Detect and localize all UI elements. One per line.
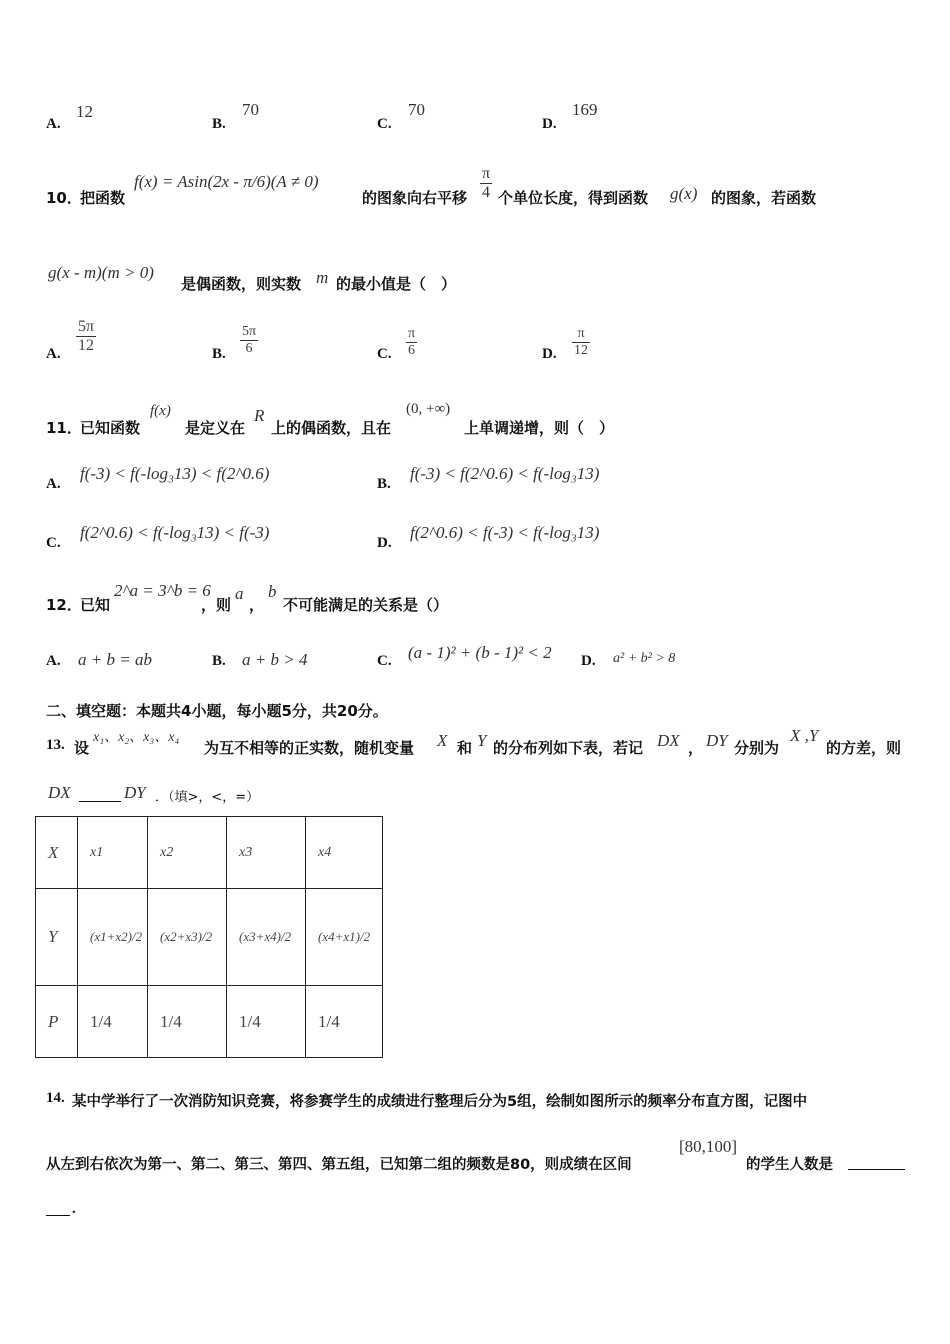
table-cell: (x1+x2)/2 [78, 889, 148, 986]
table-row-x [36, 817, 383, 889]
table-header-p: P [36, 986, 78, 1058]
q12-condition: 2^a = 3^b = 6 [114, 581, 211, 600]
table-cell: (x2+x3)/2 [148, 889, 227, 986]
q9-option-c-label: C. [377, 116, 392, 132]
q10-number: 10． [46, 189, 82, 207]
table-cell: x4 [306, 817, 383, 889]
q10-text-1: 把函数 [80, 189, 126, 207]
table-cell: (x3+x4)/2 [227, 889, 306, 986]
q10-option-c-den: 6 [408, 343, 416, 359]
q14-line-1: 某中学举行了一次消防知识竞赛，将参赛学生的成绩进行整理后分为5组，绘制如图所示的频率分布直方图，记图中 [72, 1094, 808, 1110]
q12-option-d-expr: a² + b² > 8 [613, 651, 676, 666]
q9-option-a-label: A. [46, 116, 61, 132]
q11-option-d-expr: f(2^0.6) < f(-3) < f(-log₃13) [410, 523, 600, 542]
table-cell: 1/4 [306, 986, 383, 1058]
q10-option-a-num: 5π [76, 318, 96, 337]
q12-option-d-label: D. [581, 653, 596, 669]
q12-a: a [235, 584, 244, 603]
q13-vars: x₁、x₂、x₃、x₄ [93, 730, 180, 745]
q10-shift-den: 4 [482, 184, 491, 202]
q13-comma: ， [688, 739, 704, 757]
q10-shift-num: π [480, 165, 492, 184]
q9-option-b-value: 70 [242, 100, 259, 119]
q12-option-c-label: C. [377, 653, 392, 669]
q10-g-shifted: g(x - m)(m > 0) [48, 263, 154, 282]
q11-option-d-label: D. [377, 535, 392, 551]
q10-text-2: 的图象向右平移 [362, 189, 468, 207]
q12-option-b-label: B. [212, 653, 226, 669]
q10-function-formula: f(x) = Asin(2x - π/6)(A ≠ 0) [134, 172, 319, 191]
q10-option-b-fraction [240, 324, 258, 357]
q10-option-a-den: 12 [78, 337, 95, 355]
q10-option-b-den: 6 [245, 341, 253, 357]
q11-interval: (0, +∞) [406, 401, 451, 417]
q11-number: 11． [46, 419, 82, 437]
table-header-y: Y [36, 889, 78, 986]
q9-option-d-label: D. [542, 116, 557, 132]
q13-answer-blank[interactable] [79, 786, 121, 802]
q14-text-end: 的学生人数是 [746, 1157, 833, 1173]
q10-option-b-num: 5π [240, 324, 258, 341]
q13-number: 13. [46, 737, 65, 753]
table-cell: (x4+x1)/2 [306, 889, 383, 986]
q13-DX: DX [657, 731, 680, 750]
q13-Y: Y [477, 731, 487, 750]
q11-option-c-expr: f(2^0.6) < f(-log₃13) < f(-3) [80, 523, 270, 542]
q12-option-a-label: A. [46, 653, 61, 669]
q13-text-2: 为互不相等的正实数，随机变量 [204, 739, 415, 757]
q11-option-b-label: B. [377, 476, 391, 492]
q11-option-a-expr: f(-3) < f(-log₃13) < f(2^0.6) [80, 464, 270, 483]
q14-interval: [80,100] [679, 1137, 738, 1156]
q12-option-c-expr: (a - 1)² + (b - 1)² < 2 [408, 643, 552, 662]
distribution-table [35, 816, 383, 1058]
q9-option-a-value: 12 [76, 102, 93, 121]
q11-f: f(x) [150, 403, 171, 419]
q10-option-d-den: 12 [574, 343, 588, 359]
q10-option-d-fraction [572, 326, 590, 359]
q14-answer-blank-1[interactable] [848, 1152, 905, 1170]
q11-text-2: 是定义在 [185, 419, 246, 437]
q10-text-6: 的最小值是（ ） [336, 275, 457, 293]
q12-b: b [268, 582, 277, 601]
table-cell: 1/4 [78, 986, 148, 1058]
q14-answer-blank-2[interactable] [46, 1198, 70, 1216]
q10-text-3: 个单位长度，得到函数 [498, 189, 649, 207]
q9-option-d-value: 169 [572, 100, 598, 119]
q13-text-4: 的分布列如下表，若记 [493, 739, 644, 757]
q13-text-5: 分别为 [734, 739, 780, 757]
table-cell: x3 [227, 817, 306, 889]
q10-text-4: 的图象，若函数 [711, 189, 817, 207]
q12-option-b-expr: a + b > 4 [242, 650, 308, 669]
q14-end: . [72, 1201, 76, 1217]
q10-option-c-fraction [406, 326, 417, 359]
q10-option-a-fraction [76, 318, 96, 356]
q13-X: X [437, 731, 448, 750]
q10-option-c-num: π [406, 326, 417, 343]
q10-option-d-label: D. [542, 346, 557, 362]
q11-text-3: 上的偶函数，且在 [271, 419, 392, 437]
q13-DY-blank-right: DY [124, 783, 146, 802]
q13-text-3: 和 [457, 739, 473, 757]
q11-option-a-label: A. [46, 476, 61, 492]
q12-text-1: 已知 [80, 596, 111, 614]
q10-m: m [316, 268, 329, 287]
q10-option-d-num: π [572, 326, 590, 343]
section-2-title: 二、填空题：本题共4小题，每小题5分，共20分。 [46, 702, 388, 720]
q13-text-6: 的方差，则 [826, 739, 902, 757]
table-cell: 1/4 [148, 986, 227, 1058]
table-row-p [36, 986, 383, 1058]
q10-shift-fraction [480, 165, 492, 203]
table-header-x: X [36, 817, 78, 889]
table-cell: x2 [148, 817, 227, 889]
table-cell: x1 [78, 817, 148, 889]
q12-text-2: ，则 [201, 596, 232, 614]
q11-R: R [254, 406, 265, 425]
q12-text-3: 不可能满足的关系是（） [283, 596, 449, 614]
q11-option-b-expr: f(-3) < f(2^0.6) < f(-log₃13) [410, 464, 600, 483]
q11-option-c-label: C. [46, 535, 61, 551]
table-cell: 1/4 [227, 986, 306, 1058]
q12-sep: ， [249, 596, 265, 614]
q10-option-a-label: A. [46, 346, 61, 362]
q9-option-b-label: B. [212, 116, 226, 132]
q13-text-1: 设 [74, 739, 90, 757]
q12-option-a-expr: a + b = ab [78, 650, 152, 669]
q10-option-c-label: C. [377, 346, 392, 362]
q12-number: 12． [46, 596, 82, 614]
table-row-y [36, 889, 383, 986]
q13-XY: X ,Y [790, 726, 819, 745]
q13-hint: ．（填>，<，=） [155, 790, 260, 805]
q14-line-2: 从左到右依次为第一、第二、第三、第四、第五组，已知第二组的频数是80，则成绩在区间 [46, 1157, 632, 1173]
q10-g-function: g(x) [670, 184, 698, 203]
q10-option-b-label: B. [212, 346, 226, 362]
q9-option-c-value: 70 [408, 100, 425, 119]
q11-text-1: 已知函数 [80, 419, 141, 437]
q13-DY: DY [706, 731, 728, 750]
q14-number: 14. [46, 1090, 65, 1106]
q10-text-5: 是偶函数，则实数 [181, 275, 302, 293]
q11-text-4: 上单调递增，则（ ） [464, 419, 615, 437]
q13-DX-blank-left: DX [48, 783, 71, 802]
